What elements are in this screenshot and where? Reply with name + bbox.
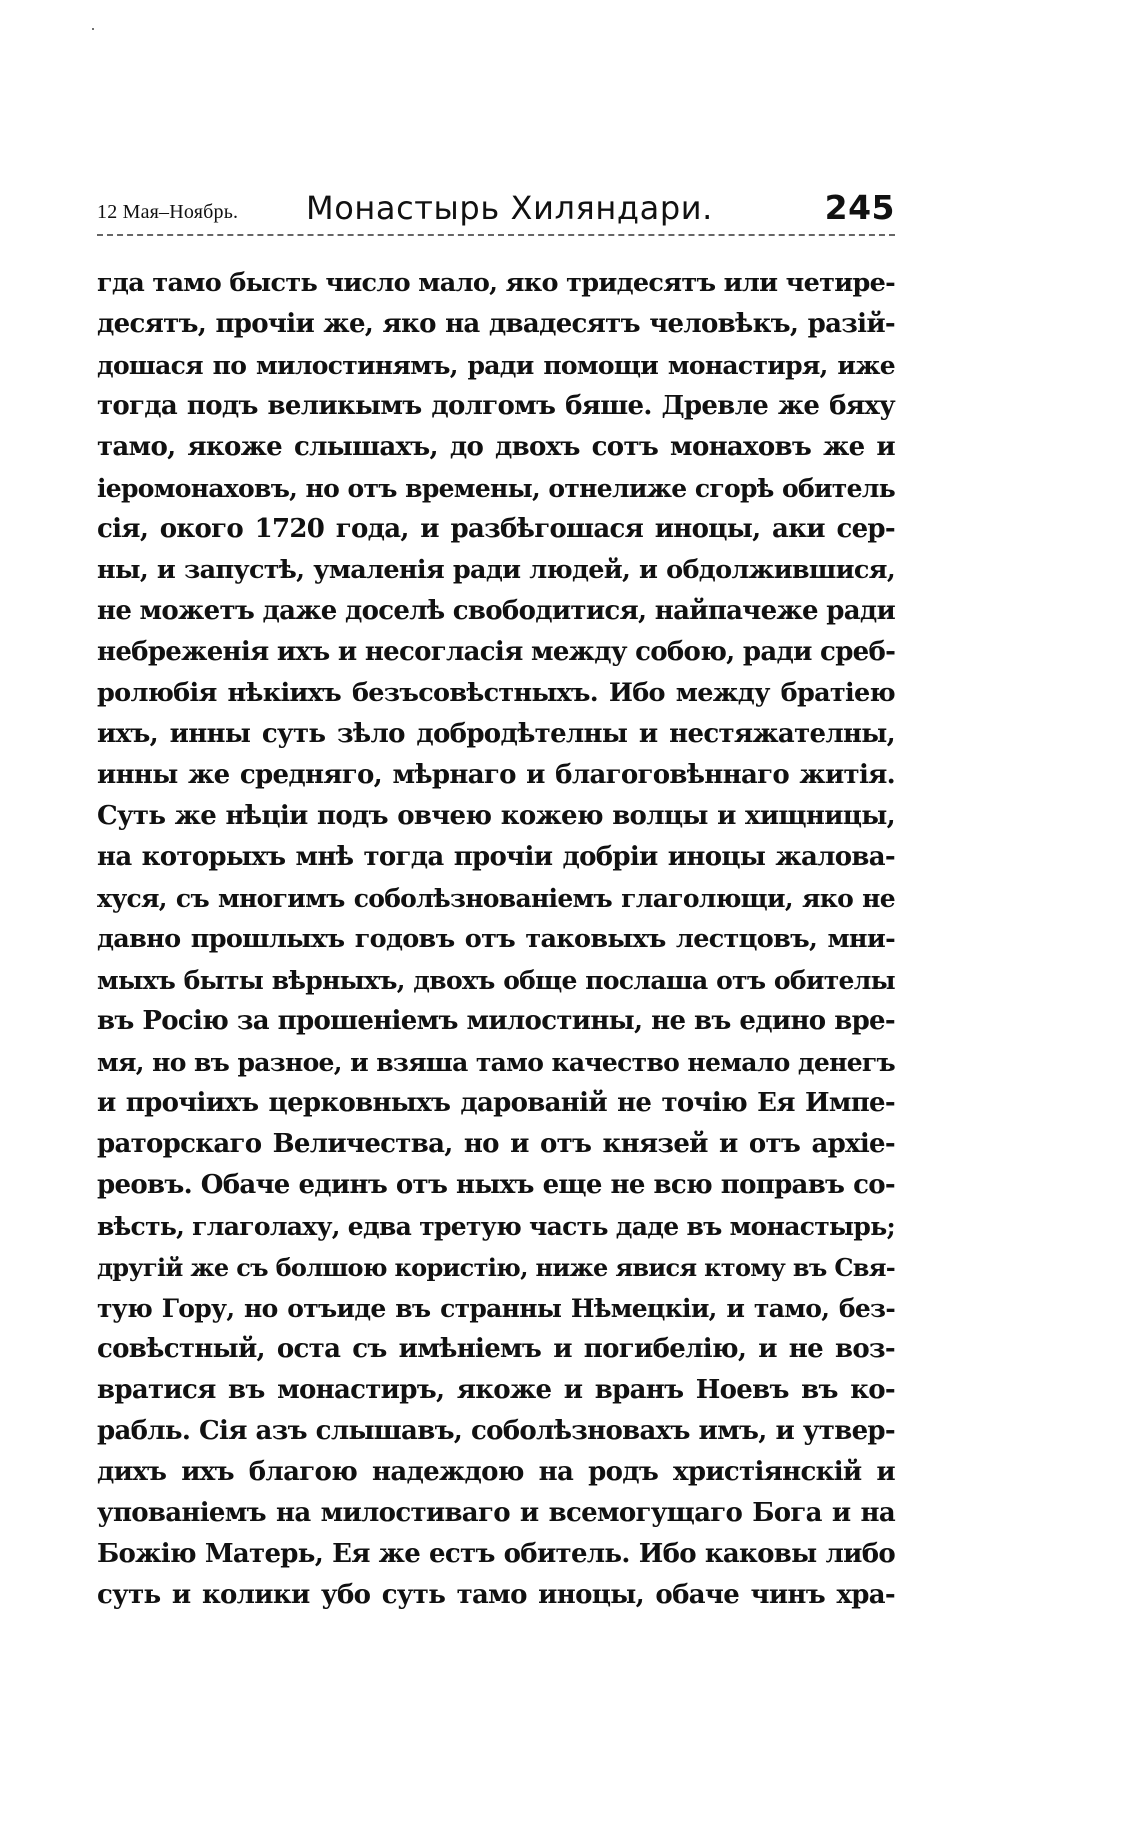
text-line: реовъ. Обаче единъ отъ ныхъ еще не всю поправъ со- (97, 1170, 895, 1200)
body-text (97, 263, 895, 1616)
text-line: десятъ, прочіи же, яко на двадесятъ человѣкъ, разій- (97, 309, 895, 339)
text-line: сія, окого 1720 года, и разбѣгошася иноцы, аки сер- (97, 514, 895, 544)
text-line: Божію Матерь, Ея же естъ обитель. Ибо каковы либо (97, 1539, 895, 1569)
text-line: мыхъ быты вѣрныхъ, двохъ обще послаша отъ обителы (97, 966, 895, 995)
text-line: іеромонаховъ, но отъ времены, отнелиже сгорѣ обитель (97, 474, 895, 503)
text-line: тогда подъ великымъ долгомъ бяше. Древле же бяху (97, 391, 895, 421)
header-title: Монастырь Хиляндари. (306, 189, 713, 227)
text-line: другій же съ болшою користію, ниже явися ктому въ Свя- (97, 1253, 895, 1282)
text-line: ихъ, инны суть зѣло добродѣтелны и нестяжателны, (97, 719, 895, 749)
text-line: дошася по милостинямъ, ради помощи монастиря, иже (97, 351, 895, 380)
paper-speck (92, 28, 94, 30)
header-rule (97, 234, 895, 236)
text-line: на которыхъ мнѣ тогда прочіи добріи иноцы жалова- (97, 842, 895, 872)
text-line: тую Гору, но отъиде въ странны Нѣмецкіи, и тамо, без- (97, 1294, 895, 1323)
text-line: небреженія ихъ и несогласія между собою, ради среб- (97, 637, 896, 667)
text-line: суть и колики убо суть тамо иноцы, обаче чинъ хра- (97, 1580, 895, 1610)
text-line: хуся, съ многимъ соболѣзнованіемъ глаголющи, яко не (97, 884, 895, 913)
text-line: раторскаго Величества, но и отъ князей и отъ архіе- (97, 1129, 895, 1159)
text-line: въ Росію за прошеніемъ милостины, не въ едино вре- (97, 1006, 895, 1036)
text-line: упованіемъ на милостиваго и всемогущаго Бога и на (97, 1498, 895, 1528)
page-number: 245 (824, 188, 895, 227)
text-line: и прочіихъ церковныхъ дарованій не точію Ея Импе- (97, 1088, 895, 1118)
running-header (97, 186, 895, 236)
text-line: мя, но въ разное, и взяша тамо качество немало денегъ (97, 1048, 895, 1077)
text-line: совѣстный, оста съ имѣніемъ и погибелію, и не воз- (97, 1334, 895, 1364)
text-line: тамо, якоже слышахъ, до двохъ сотъ монаховъ же и (97, 432, 895, 462)
text-line: не можетъ даже доселѣ свободитися, найпачеже ради (97, 596, 896, 626)
text-line: дихъ ихъ благою надеждою на родъ христіянскій и (97, 1457, 895, 1487)
text-line: инны же средняго, мѣрнаго и благоговѣннаго житія. (97, 760, 895, 790)
text-line: Суть же нѣціи подъ овчею кожею волцы и хищницы, (97, 801, 895, 831)
text-line: ролюбія нѣкіихъ безъсовѣстныхъ. Ибо между братіею (97, 678, 895, 708)
text-line: рабль. Сія азъ слышавъ, соболѣзновахъ имъ, и утвер- (97, 1416, 895, 1446)
header-date-range: 12 Мая–Ноябрь. (97, 201, 239, 223)
text-line: вѣсть, глаголаху, едва третую часть даде въ монастырь; (97, 1212, 895, 1241)
text-line: давно прошлыхъ годовъ отъ таковыхъ лестцовъ, мни- (97, 924, 895, 954)
text-line: вратися въ монастиръ, якоже и вранъ Ноевъ въ ко- (97, 1375, 895, 1405)
text-line: ны, и запустѣ, умаленія ради людей, и обдолжившися, (97, 555, 895, 585)
text-line: гда тамо бысть число мало, яко тридесятъ или четире- (97, 268, 895, 298)
